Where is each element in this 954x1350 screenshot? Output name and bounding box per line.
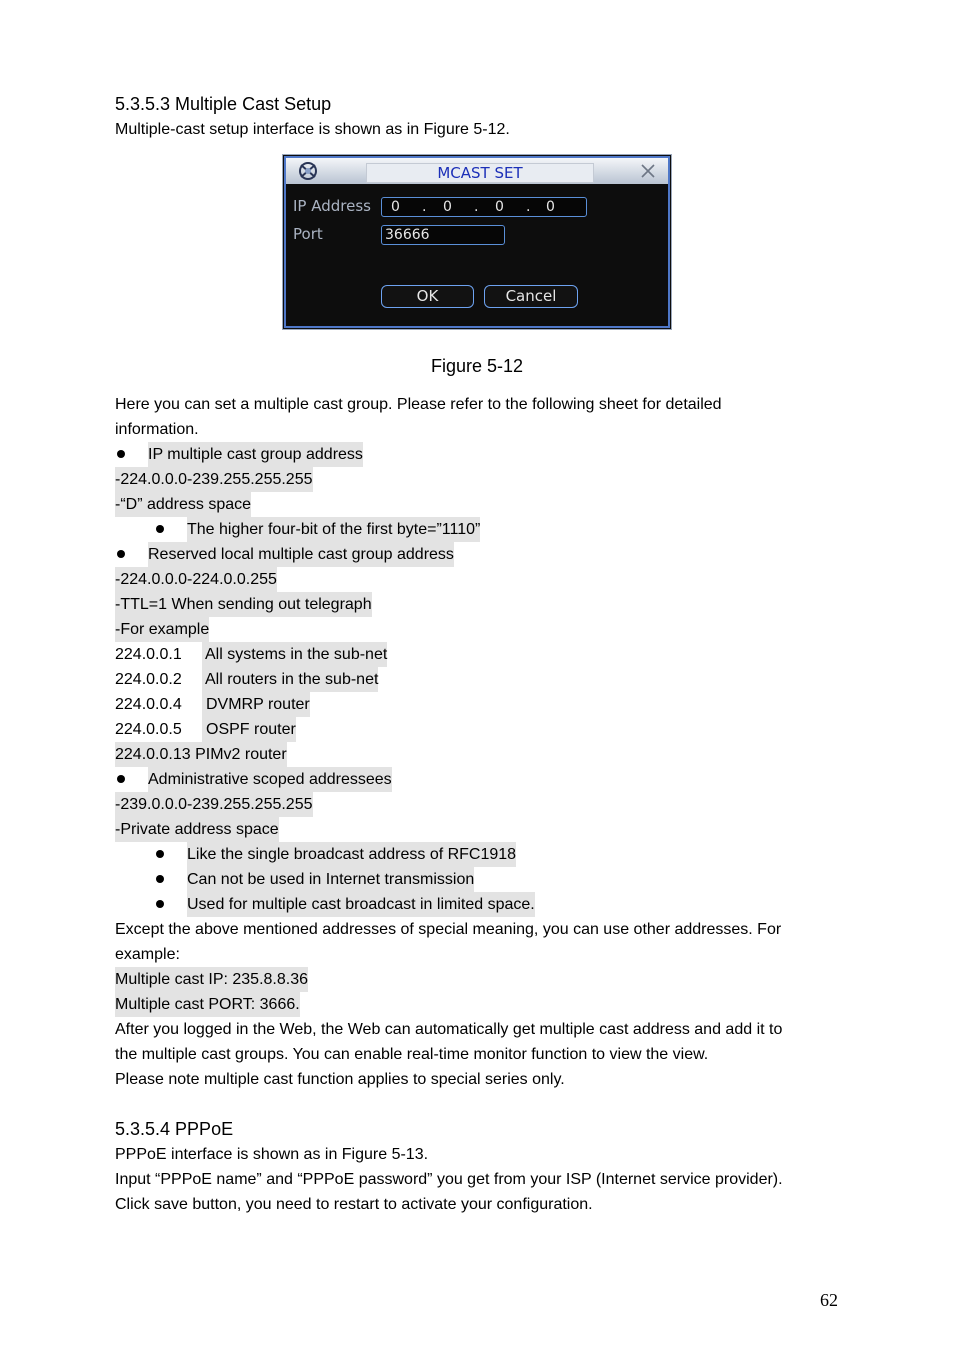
example-address: 224.0.0.4 — [115, 696, 182, 713]
bullet-item: IP multiple cast group address — [148, 442, 363, 467]
ip-dot: . — [474, 199, 479, 215]
example-desc: DVMRP router — [202, 692, 310, 717]
mcast-set-dialog — [282, 154, 672, 330]
app-logo-icon — [296, 161, 320, 181]
example-desc: All systems in the sub-net — [202, 642, 387, 667]
bullet-icon — [156, 850, 164, 858]
port-field[interactable]: 36666 — [381, 225, 505, 245]
paragraph-line: Click save button, you need to restart to activate your configuration. — [115, 1196, 593, 1213]
sub-bullet-item: Used for multiple cast broadcast in limited space. — [187, 892, 535, 917]
bullet-icon — [117, 450, 125, 458]
list-line: Multiple cast PORT: 3666. — [115, 992, 300, 1017]
list-line: -“D” address space — [115, 492, 251, 517]
ip-octet-2[interactable]: 0 — [443, 199, 452, 215]
bullet-icon — [117, 775, 125, 783]
sub-bullet-item: Can not be used in Internet transmission — [187, 867, 474, 892]
example-desc: All routers in the sub-net — [202, 667, 378, 692]
ip-dot: . — [422, 199, 427, 215]
paragraph-line: Please note multiple cast function applies to special series only. — [115, 1071, 565, 1088]
list-line: Multiple cast IP: 235.8.8.36 — [115, 967, 308, 992]
page-number: 62 — [820, 1290, 838, 1310]
paragraph-line: information. — [115, 421, 199, 438]
bullet-item: Reserved local multiple cast group address — [148, 542, 454, 567]
figure-caption: Figure 5-12 — [430, 356, 524, 376]
close-icon[interactable] — [640, 163, 656, 179]
list-line: -TTL=1 When sending out telegraph — [115, 592, 372, 617]
list-line: 224.0.0.13 PIMv2 router — [115, 742, 287, 767]
sub-bullet-item: Like the single broadcast address of RFC1918 — [187, 842, 516, 867]
dialog-titlebar — [286, 158, 668, 184]
bullet-item: Administrative scoped addressees — [148, 767, 392, 792]
section-intro: Multiple-cast setup interface is shown as in Figure 5-12. — [115, 121, 510, 138]
paragraph-line: After you logged in the Web, the Web can automatically get multiple cast address and add it to — [115, 1021, 783, 1038]
ok-button[interactable]: OK — [381, 285, 474, 308]
paragraph-line: Here you can set a multiple cast group. Please refer to the following sheet for detailed — [115, 396, 722, 413]
paragraph-line: Except the above mentioned addresses of special meaning, you can use other addresses. For — [115, 921, 782, 938]
example-address: 224.0.0.2 — [115, 671, 182, 688]
section-heading-pppoe: 5.3.5.4 PPPoE — [115, 1119, 234, 1139]
list-line: -224.0.0.0-224.0.0.255 — [115, 567, 277, 592]
list-line: -239.0.0.0-239.255.255.255 — [115, 792, 313, 817]
ip-address-field[interactable] — [381, 197, 587, 217]
paragraph-line: the multiple cast groups. You can enable real-time monitor function to view the view. — [115, 1046, 709, 1063]
ip-octet-3[interactable]: 0 — [495, 199, 504, 215]
example-address: 224.0.0.5 — [115, 721, 182, 738]
bullet-icon — [117, 550, 125, 558]
list-line: -For example — [115, 617, 209, 642]
dialog-title: MCAST SET — [366, 163, 594, 183]
paragraph-line: example: — [115, 946, 180, 963]
ip-address-label: IP Address — [293, 197, 371, 215]
ip-dot: . — [526, 199, 531, 215]
port-label: Port — [293, 225, 323, 243]
paragraph-line: PPPoE interface is shown as in Figure 5-13. — [115, 1146, 429, 1163]
bullet-icon — [156, 875, 164, 883]
ip-octet-4[interactable]: 0 — [546, 199, 555, 215]
bullet-icon — [156, 525, 164, 533]
cancel-button[interactable]: Cancel — [484, 285, 578, 308]
example-desc: OSPF router — [202, 717, 296, 742]
section-heading-multicast: 5.3.5.3 Multiple Cast Setup — [115, 94, 332, 114]
list-line: -224.0.0.0-239.255.255.255 — [115, 467, 313, 492]
ip-octet-1[interactable]: 0 — [391, 199, 400, 215]
example-address: 224.0.0.1 — [115, 646, 182, 663]
sub-bullet-item: The higher four-bit of the first byte=”1110” — [187, 517, 480, 542]
paragraph-line: Input “PPPoE name” and “PPPoE password” you get from your ISP (Internet service provider). — [115, 1171, 783, 1188]
list-line: -Private address space — [115, 817, 279, 842]
bullet-icon — [156, 900, 164, 908]
